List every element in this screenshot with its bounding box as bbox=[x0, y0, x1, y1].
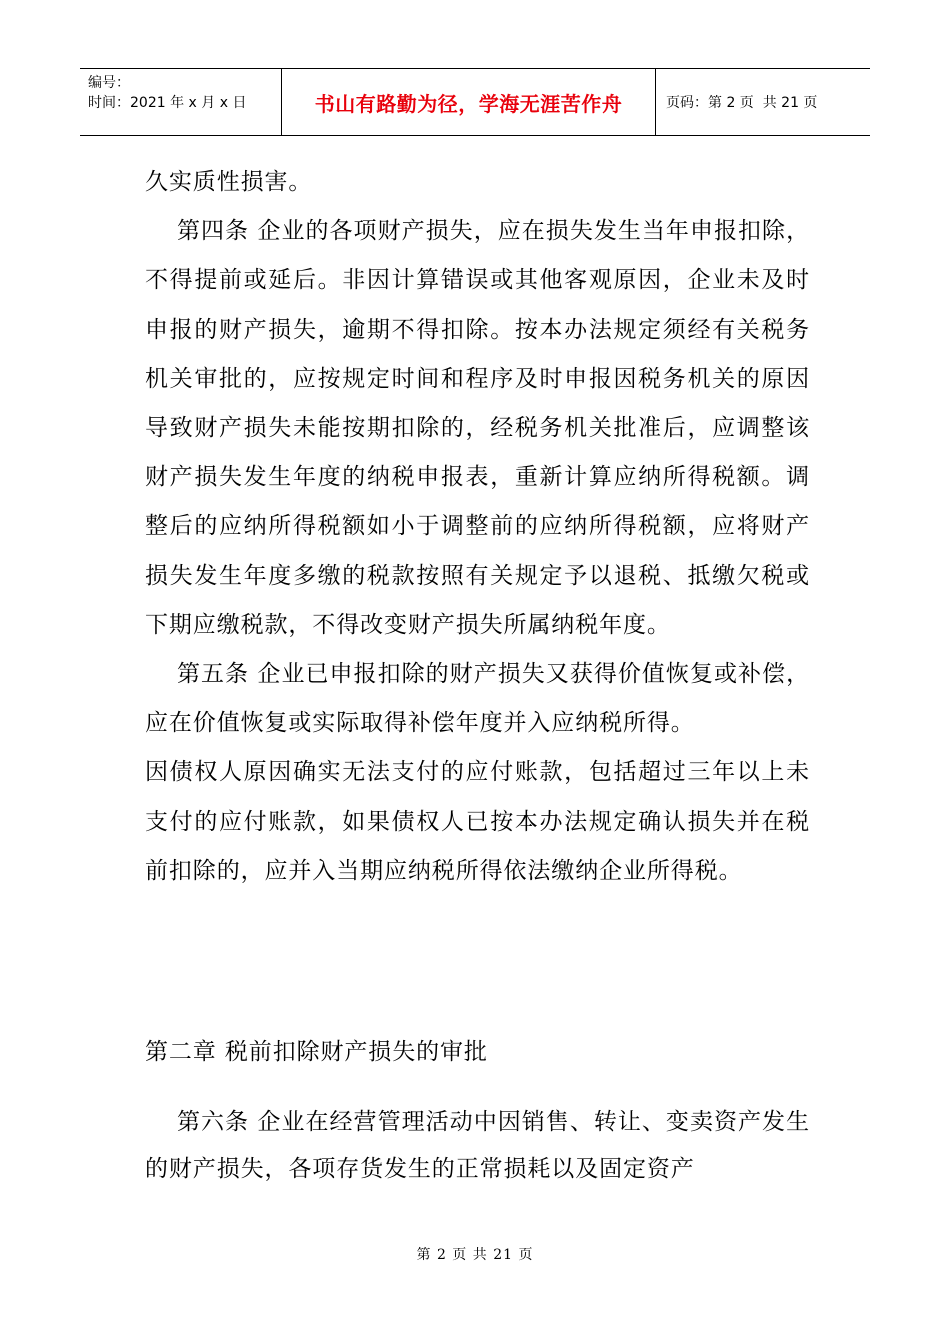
page-header bbox=[80, 68, 870, 136]
article-4-paragraph: 第四条 企业的各项财产损失，应在损失发生当年申报扣除，不得提前或延后。非因计算错误或其他客观原因，企业未及时申报的财产损失，逾期不得扣除。按本办法规定须经有关税务机关审批的，应按规定时间和程序及时申报因税务机关的原因导致财产损失未能按期扣除的，经税务机关批准后，应调整该财产损失发生年度的纳税申报表，重新计算应纳所得税额。调整后的应纳所得税额如小于调整前的应纳所得税额，应将财产损失发生年度多缴的税款按照有关规定予以退税、抵缴欠税或下期应缴税款，不得改变财产损失所属纳税年度。 bbox=[145, 218, 810, 638]
page-footer: 第 2 页 共 21 页 bbox=[416, 1247, 534, 1263]
document-time-label: 时间：2021 年 x 月 x 日 bbox=[88, 95, 247, 111]
header-page-info: 页码：第 2 页 共 21 页 bbox=[666, 95, 818, 111]
header-motto: 书山有路勤为径，学海无涯苦作舟 bbox=[314, 91, 623, 116]
body-text-2 bbox=[145, 1099, 810, 1193]
header-meta-cell bbox=[80, 69, 282, 135]
document-number-label: 编号： bbox=[88, 75, 130, 91]
chapter-heading: 第二章 税前扣除财产损失的审批 bbox=[145, 1039, 488, 1065]
article-5-continuation: 因债权人原因确实无法支付的应付账款，包括超过三年以上未支付的应付账款，如果债权人已按本办法规定确认损失并在税前扣除的，应并入当期应纳税所得依法缴纳企业所得税。 bbox=[145, 759, 810, 884]
paragraph-continuation: 久实质性损害。 bbox=[145, 169, 313, 195]
article-6-paragraph: 第六条 企业在经营管理活动中因销售、转让、变卖资产发生的财产损失，各项存货发生的正常损耗以及固定资产 bbox=[145, 1109, 810, 1182]
header-motto-cell bbox=[282, 69, 656, 135]
header-page-cell bbox=[656, 69, 870, 135]
article-5-paragraph: 第五条 企业已申报扣除的财产损失又获得价值恢复或补偿，应在价值恢复或实际取得补偿年度并入应纳税所得。 bbox=[145, 661, 810, 737]
body-text bbox=[145, 158, 810, 896]
